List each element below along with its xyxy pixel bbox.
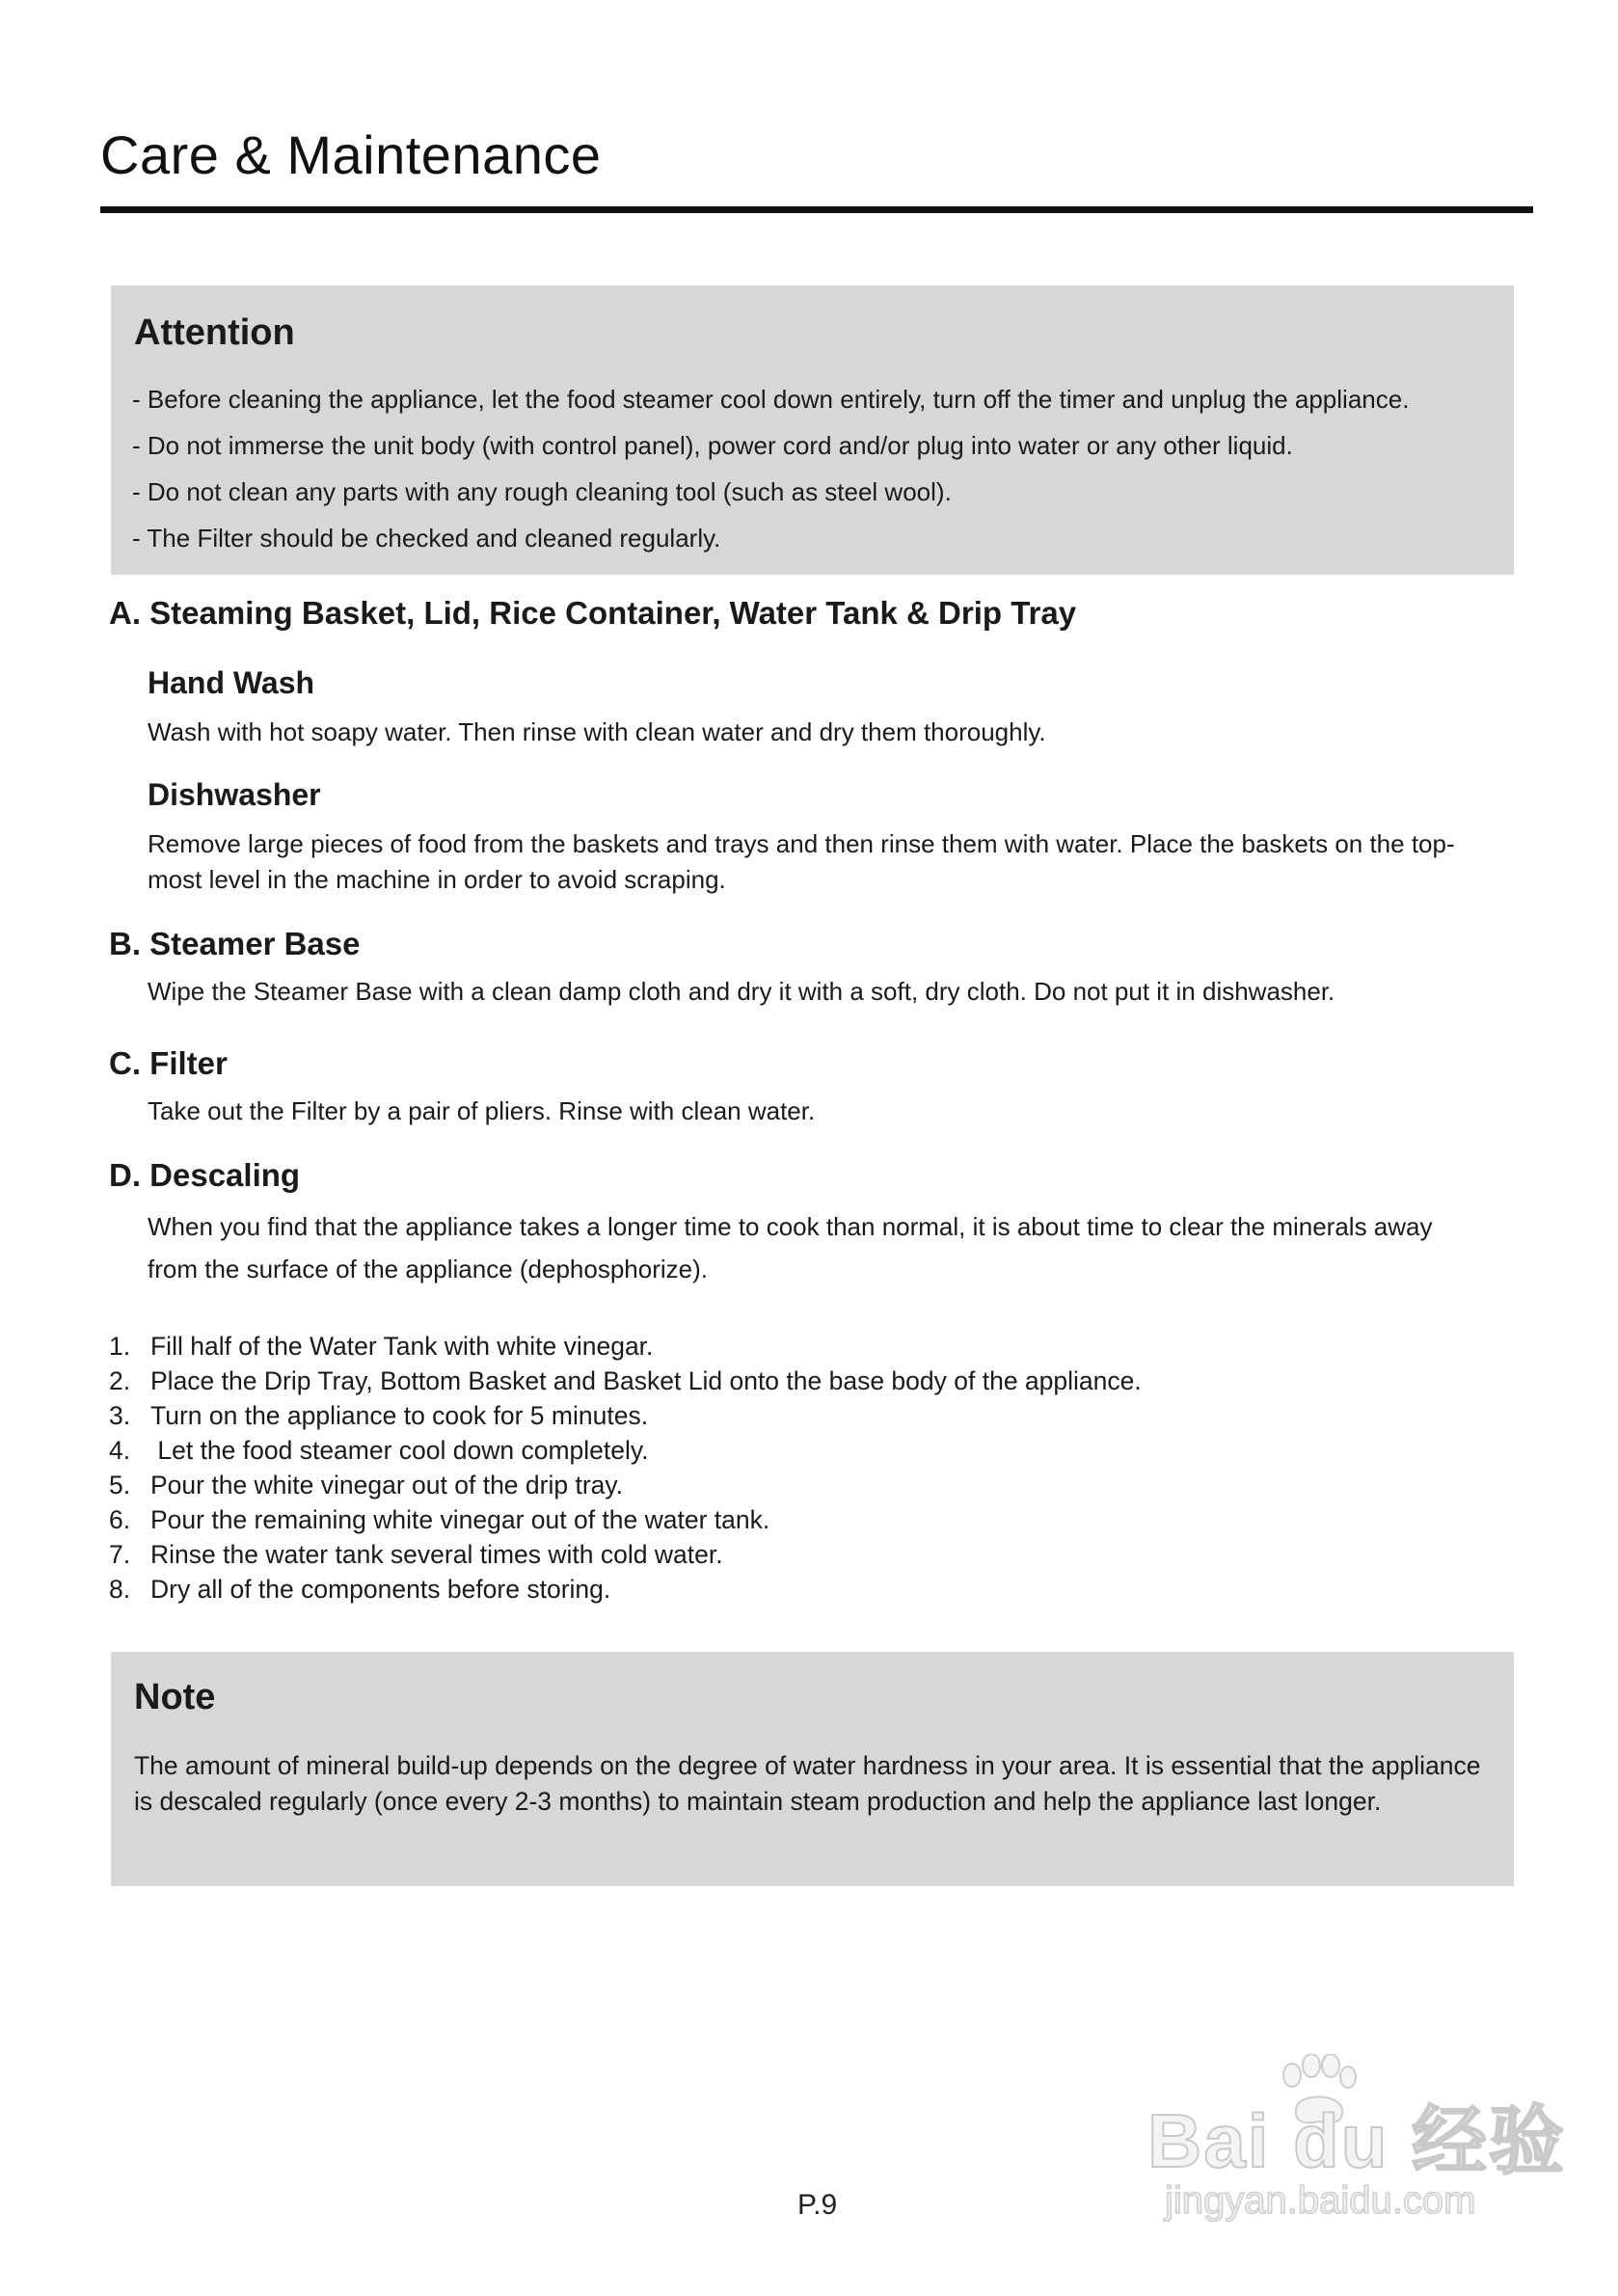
step-number: 8.	[109, 1575, 131, 1604]
list-item	[109, 1502, 1142, 1537]
attention-item: - Do not clean any parts with any rough cleaning tool (such as steel wool).	[132, 477, 952, 506]
step-number: 1.	[109, 1332, 131, 1361]
list-item	[109, 1433, 1142, 1468]
list-item	[109, 1364, 1142, 1398]
descaling-steps	[109, 1329, 1142, 1607]
watermark-url: jingyan.baidu.com	[1165, 2179, 1476, 2222]
section-c-title: C. Filter	[109, 1045, 228, 1081]
title-divider	[100, 206, 1533, 213]
attention-list	[132, 376, 1409, 561]
baidu-watermark	[1147, 2054, 1567, 2247]
section-d-title: D. Descaling	[109, 1157, 301, 1193]
step-number: 2.	[109, 1366, 131, 1395]
step-text: Dry all of the components before storing.	[150, 1575, 611, 1604]
step-number: 4.	[109, 1436, 131, 1465]
dishwasher-text: Remove large pieces of food from the baskets and trays and then rinse them with water. Place the baskets on the top-most level in the machine in order to avoid scraping.	[148, 829, 1455, 894]
note-box	[111, 1652, 1514, 1886]
step-number: 7.	[109, 1540, 131, 1569]
step-text: Fill half of the Water Tank with white vinegar.	[150, 1332, 654, 1361]
step-text: Pour the remaining white vinegar out of the water tank.	[150, 1505, 770, 1534]
list-item	[109, 1572, 1142, 1607]
section-b-title: B. Steamer Base	[109, 926, 361, 961]
attention-item: - Before cleaning the appliance, let the food steamer cool down entirely, turn off the timer and unplug the appliance.	[132, 385, 1410, 414]
step-number: 6.	[109, 1505, 131, 1534]
step-text: Let the food steamer cool down completely.	[150, 1436, 649, 1465]
section-d-text: When you find that the appliance takes a longer time to cook than normal, it is about time to clear the minerals away from the surface of the appliance (dephosphorize).	[148, 1212, 1433, 1283]
attention-box	[111, 285, 1514, 575]
section-b-text: Wipe the Steamer Base with a clean damp cloth and dry it with a soft, dry cloth. Do not put it in dishwasher.	[148, 977, 1335, 1006]
section-a-title: A. Steaming Basket, Lid, Rice Container, Water Tank & Drip Tray	[109, 595, 1077, 631]
step-number: 3.	[109, 1401, 131, 1430]
step-text: Rinse the water tank several times with cold water.	[150, 1540, 723, 1569]
list-item	[109, 1398, 1142, 1433]
dishwasher-title: Dishwasher	[148, 777, 321, 812]
note-text: The amount of mineral build-up depends on the degree of water hardness in your area. It is essential that the appliance is descaled regularly (once every 2-3 months) to maintain steam production and help the appliance last longer.	[134, 1751, 1481, 1816]
attention-item: - The Filter should be checked and cleaned regularly.	[132, 524, 721, 553]
list-item	[109, 1537, 1142, 1572]
step-number: 5.	[109, 1471, 131, 1499]
list-item	[109, 1468, 1142, 1502]
hand-wash-text: Wash with hot soapy water. Then rinse with clean water and dry them thoroughly.	[148, 717, 1046, 746]
page-title: Care & Maintenance	[100, 124, 602, 185]
attention-item: - Do not immerse the unit body (with control panel), power cord and/or plug into water or any other liquid.	[132, 431, 1293, 460]
list-item	[109, 1329, 1142, 1364]
watermark-brand: Bai du 经验	[1147, 2098, 1567, 2183]
step-text: Turn on the appliance to cook for 5 minutes.	[150, 1401, 649, 1430]
step-text: Place the Drip Tray, Bottom Basket and Basket Lid onto the base body of the appliance.	[150, 1366, 1142, 1395]
hand-wash-title: Hand Wash	[148, 665, 315, 700]
step-text: Pour the white vinegar out of the drip tray.	[150, 1471, 624, 1499]
page-number: P.9	[797, 2189, 838, 2221]
note-heading: Note	[134, 1677, 216, 1717]
attention-heading: Attention	[134, 312, 295, 353]
section-c-text: Take out the Filter by a pair of pliers. Rinse with clean water.	[148, 1096, 816, 1125]
